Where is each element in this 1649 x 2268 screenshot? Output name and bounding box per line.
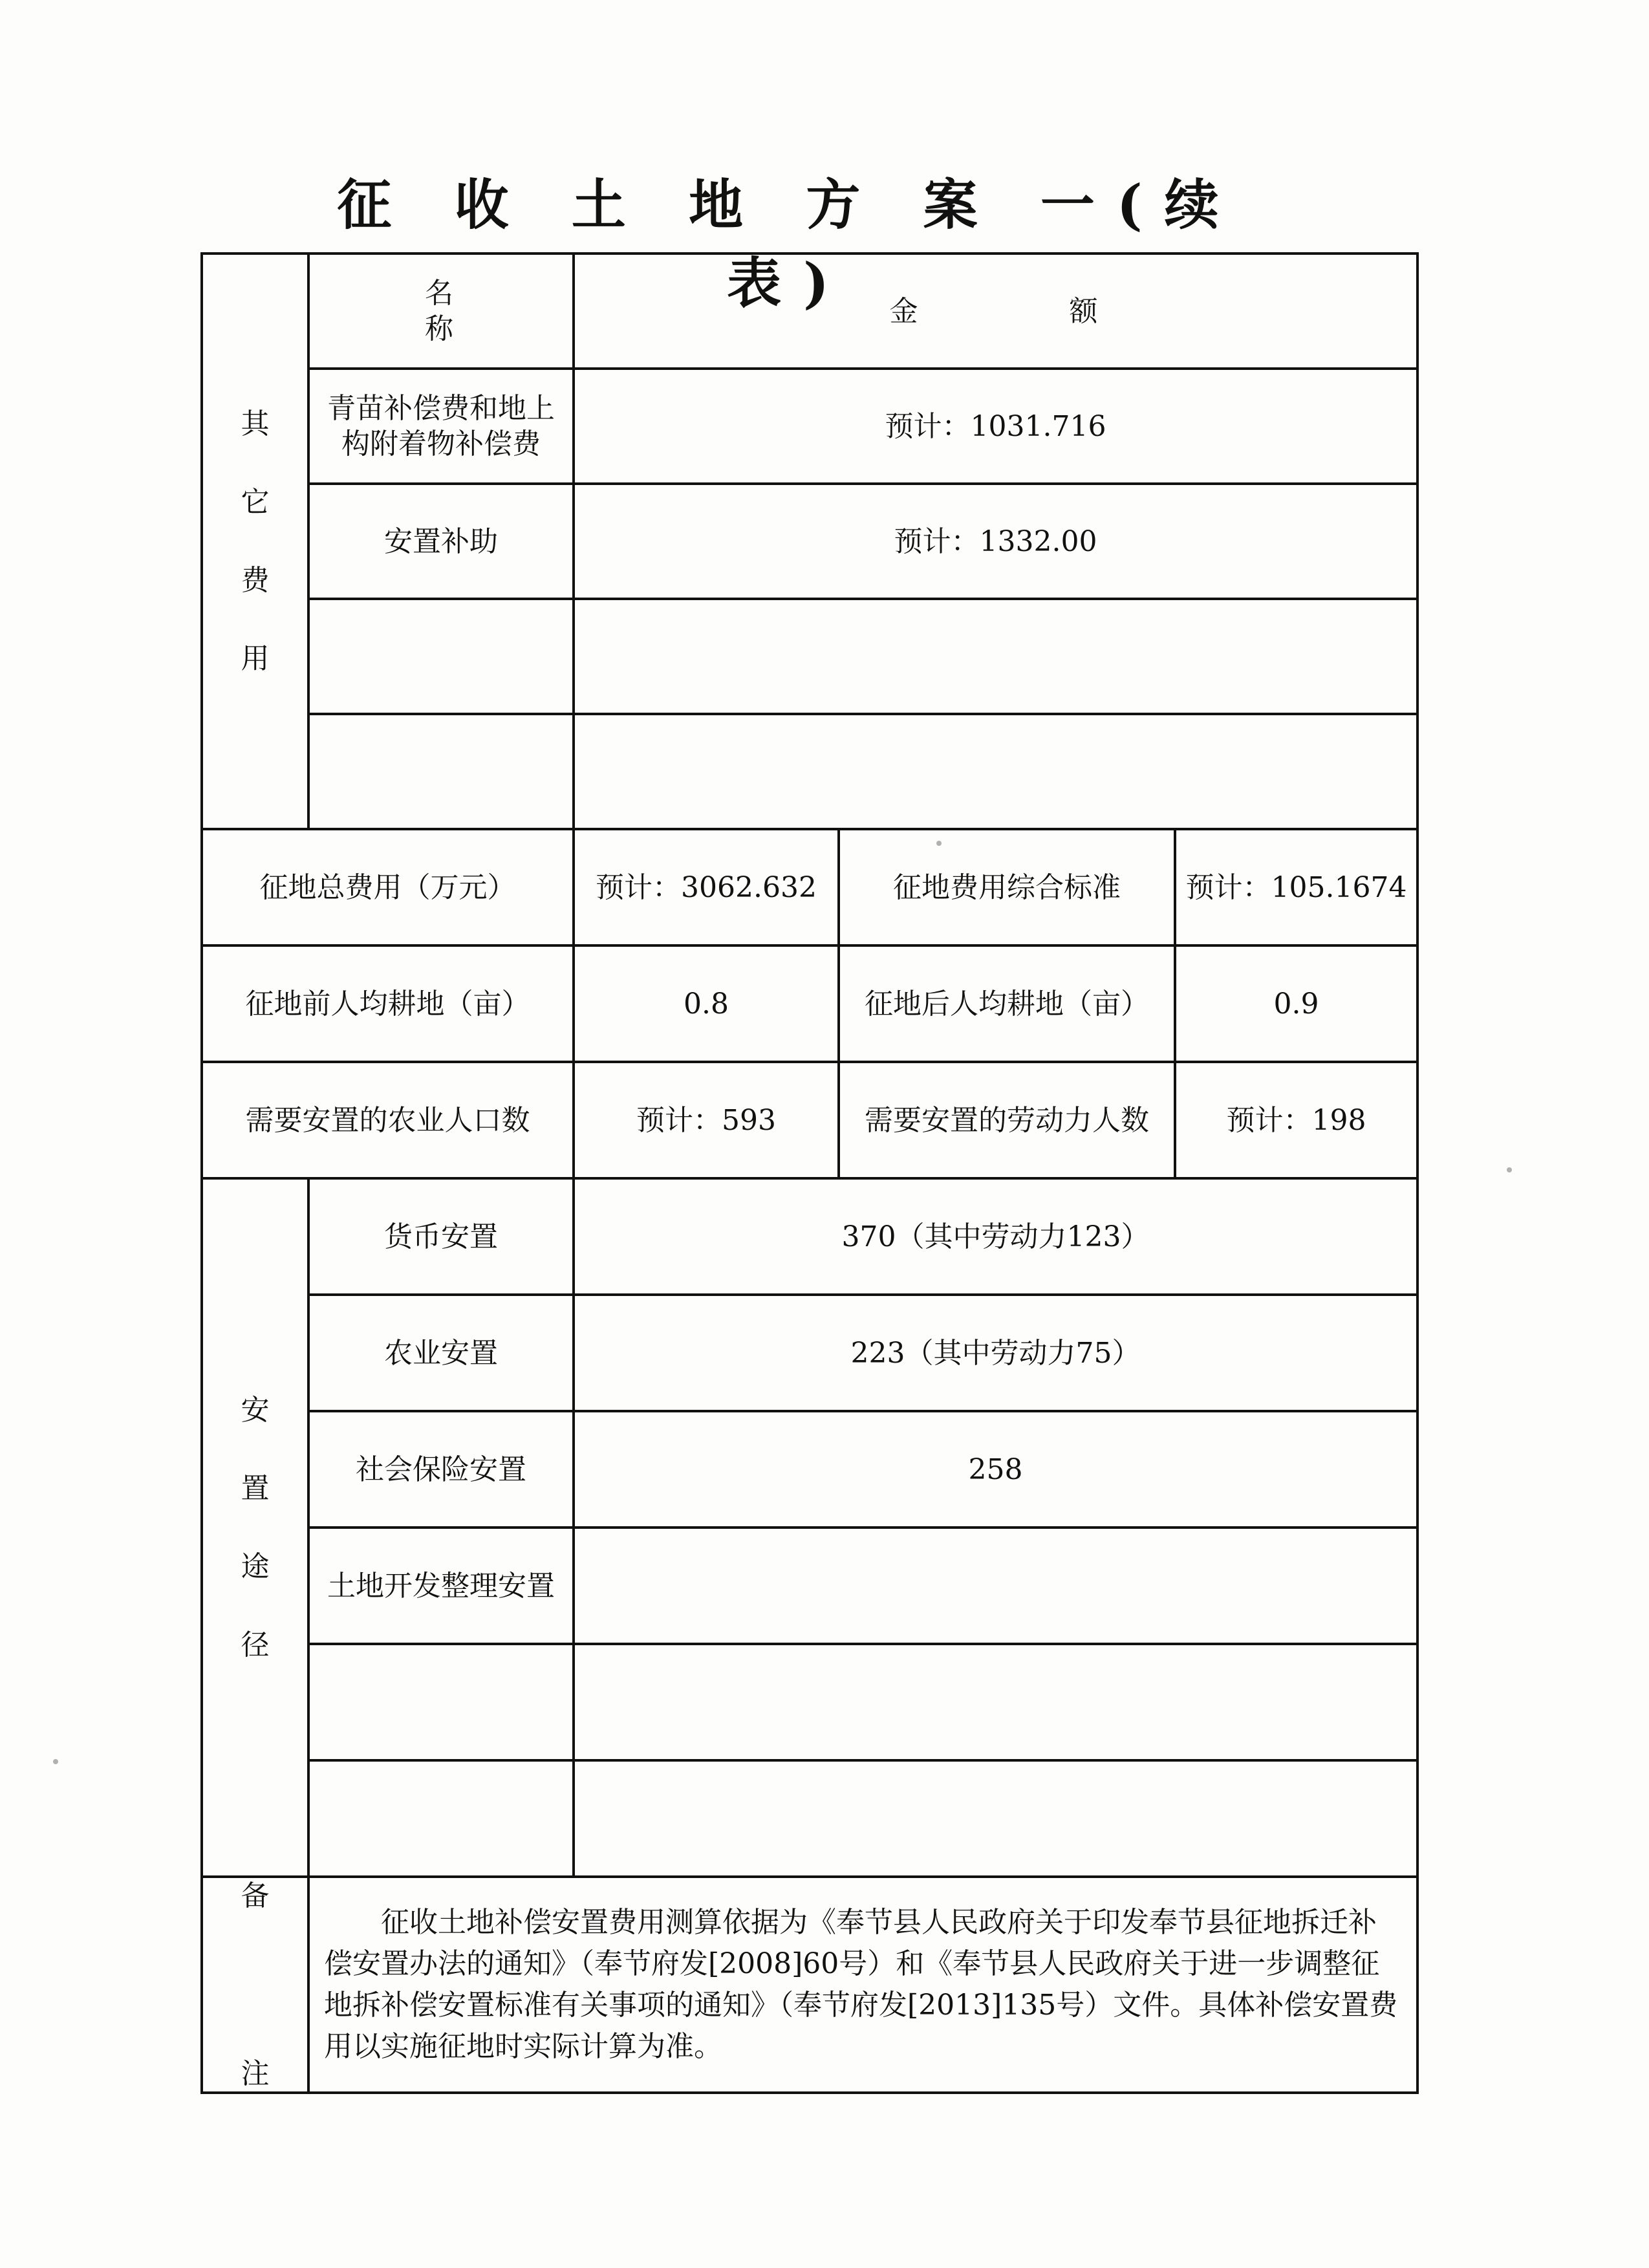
other-fees-label-text <box>241 407 270 675</box>
table-row <box>202 599 1417 714</box>
fee-name-cell <box>308 599 574 714</box>
resettlement-name-cell: 农业安置 <box>308 1295 574 1411</box>
scan-speck <box>936 841 942 846</box>
resettlement-label-text-char: 途 <box>241 1550 270 1583</box>
resettlement-name-cell <box>308 1644 574 1760</box>
labor-count-label: 需要安置的劳动力人数 <box>839 1062 1175 1178</box>
resettlement-label-text-char: 径 <box>241 1628 270 1661</box>
table-row <box>202 714 1417 829</box>
table-row <box>202 254 1417 369</box>
standard-value: 预计：105.1674 <box>1175 829 1417 945</box>
farm-population-label: 需要安置的农业人口数 <box>202 1062 574 1178</box>
fee-name-cell <box>308 714 574 829</box>
fee-amount-cell: 预计：1332.00 <box>574 484 1417 599</box>
table-row <box>202 1411 1417 1528</box>
resettlement-label-text-char: 置 <box>241 1472 270 1505</box>
resettlement-value-cell: 258 <box>574 1411 1417 1528</box>
scan-speck <box>1507 1167 1512 1172</box>
table-row <box>202 1760 1417 1877</box>
table-row <box>202 829 1417 945</box>
farmland-after-value: 0.9 <box>1175 945 1417 1062</box>
header-amount: 金 额 <box>574 254 1417 369</box>
resettlement-label-text-char: 安 <box>241 1394 270 1427</box>
remarks-label <box>202 1877 308 2093</box>
other-fees-section-label <box>202 254 308 829</box>
other-fees-label-text-char: 它 <box>241 486 270 519</box>
resettlement-name-cell: 土地开发整理安置 <box>308 1528 574 1644</box>
resettlement-value-cell <box>574 1644 1417 1760</box>
farmland-before-value: 0.8 <box>574 945 839 1062</box>
resettlement-name-cell: 社会保险安置 <box>308 1411 574 1528</box>
table-row <box>202 1528 1417 1644</box>
resettlement-name-cell <box>308 1760 574 1877</box>
scan-speck <box>53 1759 58 1764</box>
header-name: 名 称 <box>308 254 574 369</box>
table-row <box>202 1295 1417 1411</box>
other-fees-label-text-char: 费 <box>241 564 270 597</box>
fee-amount-cell <box>574 599 1417 714</box>
remarks-label-top: 备 <box>241 1879 270 1912</box>
fee-amount-cell: 预计：1031.716 <box>574 369 1417 484</box>
fee-name-cell: 安置补助 <box>308 484 574 599</box>
table-row <box>202 1877 1417 2093</box>
table-row <box>202 369 1417 484</box>
farmland-before-label: 征地前人均耕地（亩） <box>202 945 574 1062</box>
farmland-after-label: 征地后人均耕地（亩） <box>839 945 1175 1062</box>
table-row <box>202 1178 1417 1295</box>
resettlement-section-label <box>202 1178 308 1877</box>
remarks-label-bottom: 注 <box>241 2057 270 2090</box>
resettlement-name-cell: 货币安置 <box>308 1178 574 1295</box>
other-fees-label-text-char: 其 <box>241 407 270 440</box>
table-row <box>202 484 1417 599</box>
total-cost-label: 征地总费用（万元） <box>202 829 574 945</box>
resettlement-value-cell: 223（其中劳动力75） <box>574 1295 1417 1411</box>
table-row <box>202 945 1417 1062</box>
table-row <box>202 1644 1417 1760</box>
other-fees-label-text-char: 用 <box>241 642 270 675</box>
resettlement-value-cell <box>574 1760 1417 1877</box>
fee-name-cell: 青苗补偿费和地上构附着物补偿费 <box>308 369 574 484</box>
land-acquisition-table <box>200 252 1419 2094</box>
resettlement-value-cell <box>574 1528 1417 1644</box>
labor-count-value: 预计：198 <box>1175 1062 1417 1178</box>
resettlement-value-cell: 370（其中劳动力123） <box>574 1178 1417 1295</box>
farm-population-value: 预计：593 <box>574 1062 839 1178</box>
total-cost-value: 预计：3062.632 <box>574 829 839 945</box>
fee-amount-cell <box>574 714 1417 829</box>
standard-label: 征地费用综合标准 <box>839 829 1175 945</box>
remarks-text: 征收土地补偿安置费用测算依据为《奉节县人民政府关于印发奉节县征地拆迁补偿安置办法的通知》（奉节府发[2008]60号）和《奉节县人民政府关于进一步调整征地拆补偿安置标准有关事项的通知》（奉节府发[2013]135号）文件。具体补偿安置费用以实施征地时实际计算为准。 <box>308 1877 1417 2093</box>
resettlement-label-text <box>241 1394 270 1661</box>
page-title: 征 收 土 地 方 案 一(续表) <box>337 173 1241 315</box>
table-row <box>202 1062 1417 1178</box>
